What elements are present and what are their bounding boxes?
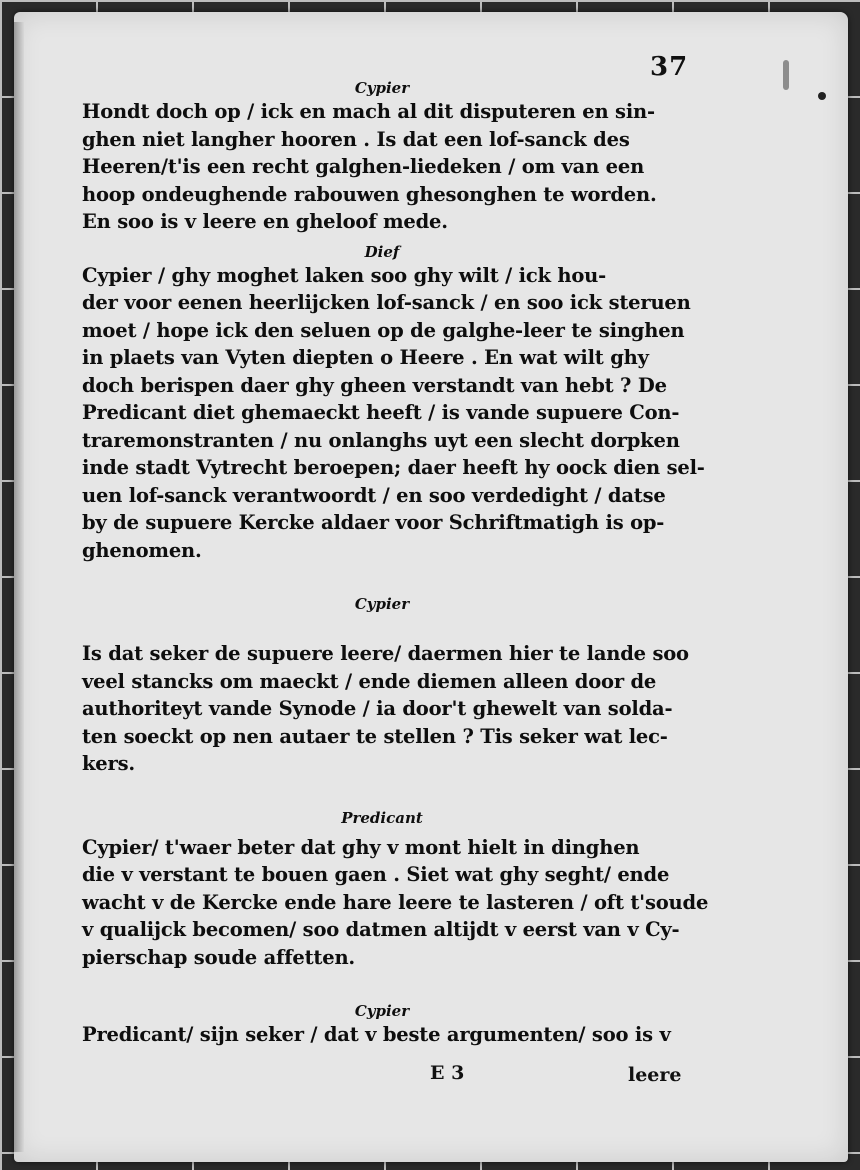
text-line: in plaets van Vyten diepten o Heere . En wat wilt ghy	[82, 346, 649, 369]
page-binding-edge	[14, 22, 24, 1152]
catchword: leere	[628, 1064, 682, 1086]
text-line: doch berispen daer ghy gheen verstandt van hebt ? De	[82, 373, 667, 397]
text-line: ghenomen.	[82, 538, 202, 562]
speaker-label: Dief	[364, 242, 400, 261]
text-line: hoop ondeughende rabouwen ghesonghen te worden.	[82, 182, 657, 206]
section-1	[82, 78, 682, 236]
text-line: veel stancks om maeckt / ende diemen alleen door de	[82, 669, 657, 693]
text-line: wacht v de Kercke ende hare leere te lasteren / oft t'soude	[82, 890, 709, 914]
text-line: pierschap soude affetten.	[82, 945, 356, 969]
speaker-label: Cypier	[354, 595, 410, 613]
text-line: Is dat seker de supuere leere/ daermen hier te lande soo	[82, 642, 689, 665]
ink-dot	[818, 92, 826, 100]
speech-block	[82, 98, 682, 236]
text-line: ghen niet langher hooren . Is dat een lof-sanck des	[82, 127, 630, 151]
text-line: inde stadt Vytrecht beroepen; daer heeft hy oock dien sel-	[82, 456, 705, 479]
section-4	[82, 808, 709, 972]
text-line: Heeren/t'is een recht galghen-liedeken / om van een	[82, 155, 645, 178]
page-number: 37	[650, 52, 689, 82]
text-line: der voor eenen heerlijcken lof-sanck / en soo ick steruen	[82, 291, 691, 314]
section-5	[82, 1001, 682, 1049]
speech-block	[82, 834, 709, 972]
text-line: uen lof-sanck verantwoordt / en soo verdedight / datse	[82, 483, 666, 507]
text-line: moet / hope ick den seluen op de galghe-leer te singhen	[82, 318, 685, 342]
signature-mark: E 3	[430, 1062, 465, 1084]
page-text	[82, 78, 709, 1049]
text-line: Predicant diet ghemaeckt heeft / is vande supuere Con-	[82, 401, 680, 424]
speaker-label: Cypier	[354, 79, 410, 97]
section-3	[82, 594, 689, 778]
text-line: ten soeckt op nen autaer te stellen ? Tis seker wat lec-	[82, 724, 668, 748]
text-line: Cypier/ t'waer beter dat ghy v mont hielt in dinghen	[82, 835, 640, 859]
text-line: die v verstant te bouen gaen . Siet wat ghy seght/ ende	[82, 863, 670, 886]
speech-block	[82, 640, 689, 778]
speaker-label: Predicant	[341, 808, 423, 827]
text-line: authoriteyt vande Synode / ia door't ghewelt van solda-	[82, 697, 673, 720]
speech-block	[82, 1021, 682, 1049]
text-line: kers.	[82, 752, 135, 775]
text-line: Hondt doch op / ick en mach al dit disputeren en sin-	[82, 100, 655, 123]
text-line: Predicant/ sijn seker / dat v beste argumenten/ soo is v	[82, 1023, 671, 1046]
text-line: Cypier / ghy moghet laken soo ghy wilt / ick hou-	[82, 263, 607, 287]
speech-block	[82, 262, 705, 565]
text-line: by de supuere Kercke aldaer voor Schriftmatigh is op-	[82, 511, 665, 534]
speaker-label: Cypier	[354, 1002, 410, 1020]
ink-smudge	[783, 60, 789, 90]
text-line: En soo is v leere en gheloof mede.	[82, 210, 448, 233]
section-2	[82, 242, 705, 565]
text-line: traremonstranten / nu onlanghs uyt een slecht dorpken	[82, 428, 680, 452]
text-line: v qualijck becomen/ soo datmen altijdt v eerst van v Cy-	[82, 918, 680, 941]
